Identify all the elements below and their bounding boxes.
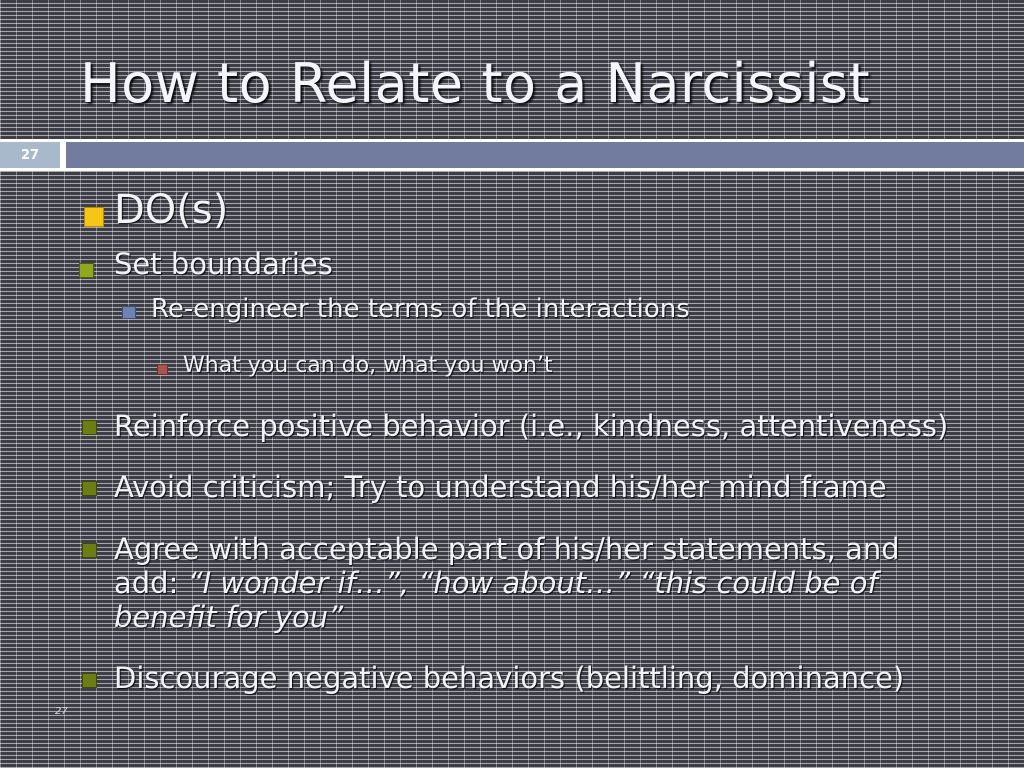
agree-text: Agree with acceptable part of his/her statements, and add:	[114, 532, 900, 600]
header-band-bar	[66, 142, 1024, 168]
bullet-reinforce: Reinforce positive behavior (i.e., kindness, attentiveness)	[114, 409, 949, 443]
bullet-square-icon	[82, 481, 97, 496]
footer-slide-number: 27	[55, 706, 68, 717]
bullet-square-icon	[82, 420, 97, 435]
heading-dos: DO(s)	[114, 187, 229, 233]
slide-title: How to Relate to a Narcissist	[80, 52, 871, 115]
bullet-discourage: Discourage negative behaviors (belittling, dominance)	[114, 661, 905, 695]
bullet-square-icon	[82, 673, 97, 688]
bullet-what-you-can-do: What you can do, what you won’t	[183, 353, 553, 378]
bullet-agree	[114, 532, 934, 634]
bullet-set-boundaries: Set boundaries	[114, 247, 333, 281]
slide-number-box: 27	[0, 142, 60, 168]
bullet-reengineer: Re-engineer the terms of the interactions	[151, 294, 690, 324]
bullet-avoid: Avoid criticism; Try to understand his/her mind frame	[114, 470, 887, 504]
agree-examples: “I wonder if…”, “how about…” “this could be of benefit for you”	[114, 566, 878, 634]
bullet-square-icon	[79, 263, 94, 278]
bullet-square-icon	[122, 306, 136, 319]
bullet-square-icon	[157, 364, 168, 375]
bullet-square-icon	[84, 207, 104, 227]
header-band-bottom-line	[0, 168, 1024, 171]
bullet-square-icon	[82, 543, 97, 558]
